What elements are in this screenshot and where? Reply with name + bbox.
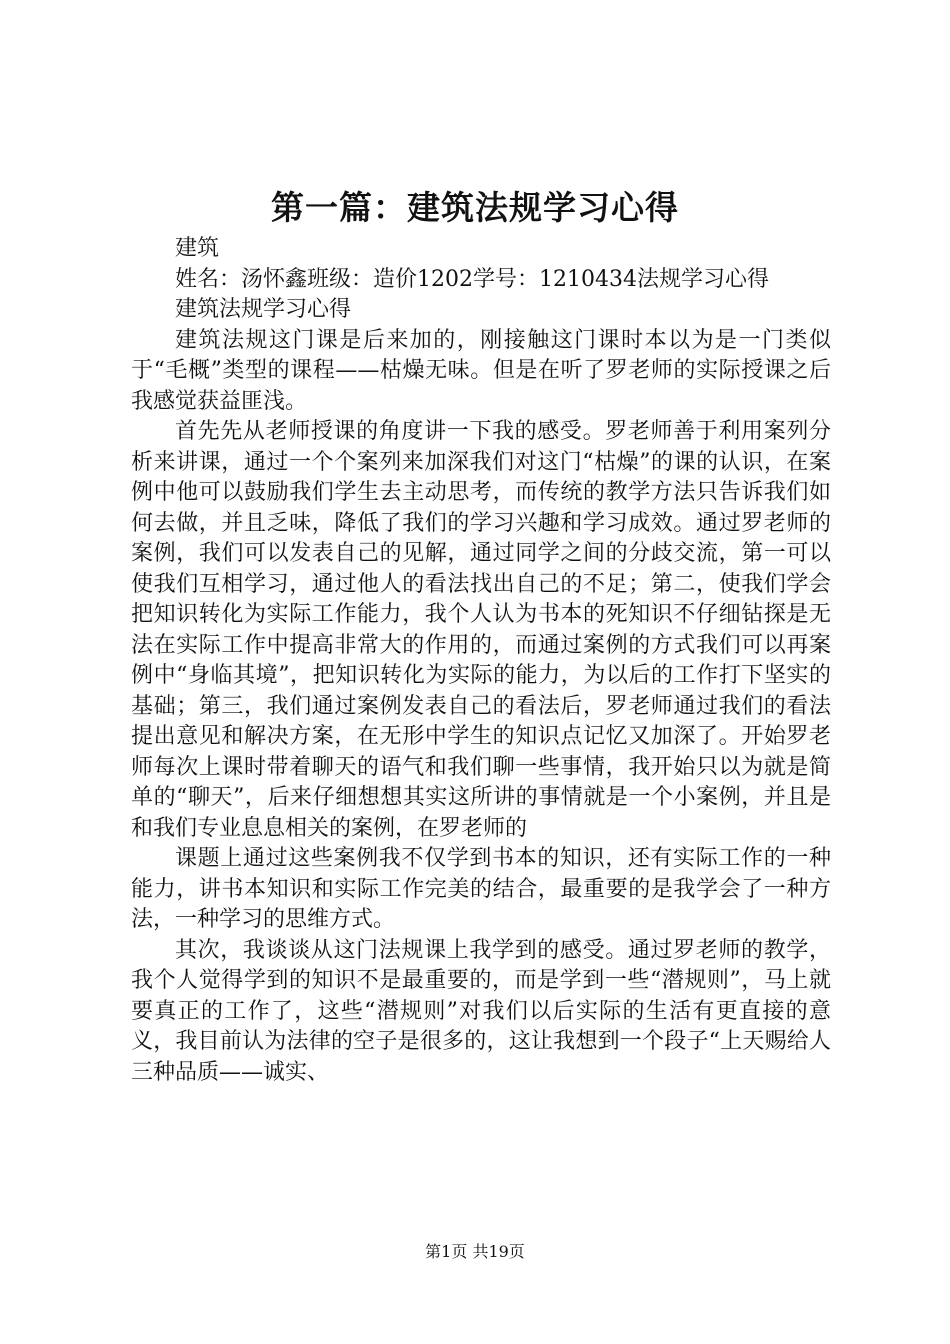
page-footer: 第1页 共19页	[425, 1242, 525, 1261]
paragraph-teaching: 首先先从老师授课的角度讲一下我的感受。罗老师善于利用案列分析来讲课，通过一个个案列来加深我们对这门“枯燥”的课的认识，在案例中他可以鼓励我们学生去主动思考，而传统的教学方法只告诉我们如何去做，并且乏味，降低了我们的学习兴趣和学习成效。通过罗老师的案例，我们可以发表自己的见解，通过同学之间的分歧交流，第一可以使我们互相学习，通过他人的看法找出自己的不足；第二，使我们学会把知识转化为实际工作能力，我个人认为书本的死知识不仔细钻探是无法在实际工作中提高非常大的作用的，而通过案例的方式我们可以再案例中“身临其境”，把知识转化为实际的能力，为以后的工作打下坚实的基础；第三，我们通过案例发表自己的看法后，罗老师通过我们的看法提出意见和解决方案，在无形中学生的知识点记忆又加深了。开始罗老师每次上课时带着聊天的语气和我们聊一些事情，我开始只以为就是简单的“聊天”，后来仔细想想其实这所讲的事情就是一个小案例，并且是和我们专业息息相关的案例，在罗老师的	[131, 419, 831, 841]
paragraph-author-info: 姓名：汤怀鑫班级：造价1202学号：1210434法规学习心得	[175, 266, 769, 292]
paragraph-subtitle: 建筑法规学习心得	[175, 297, 352, 322]
paragraph-continuation: 课题上通过这些案例我不仅学到书本的知识，还有实际工作的一种能力，讲书本知识和实际工作完美的结合，最重要的是我学会了一种方法，一种学习的思维方式。	[131, 846, 831, 932]
paragraph-intro: 建筑法规这门课是后来加的，刚接触这门课时本以为是一门类似于“毛概”类型的课程——枯燥无味。但是在听了罗老师的实际授课之后我感觉获益匪浅。	[131, 327, 831, 414]
document-body	[131, 234, 831, 1088]
paragraph-second-point: 其次，我谈谈从这门法规课上我学到的感受。通过罗老师的教学，我个人觉得学到的知识不是最重要的，而是学到一些“潜规则”，马上就要真正的工作了，这些“潜规则”对我们以后实际的生活有更直接的意义，我目前认为法律的空子是很多的，这让我想到一个段子“上天赐给人三种品质——诚实、	[131, 937, 831, 1085]
document-title: 第一篇：建筑法规学习心得	[271, 188, 679, 227]
paragraph-heading-short: 建筑	[175, 236, 220, 261]
